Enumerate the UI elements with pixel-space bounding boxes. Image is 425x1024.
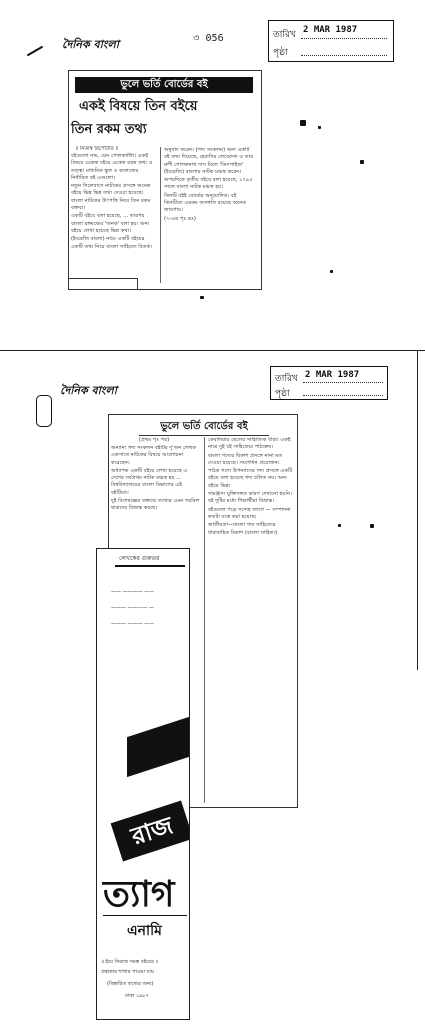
headline-line1: একই বিষয়ে তিন বইয়ে [79,99,198,114]
scan-speck [200,296,204,299]
masthead-bottom: দৈনিক বাংলা [60,384,117,397]
paragraph: (ইংরেজি বাংলা) নামে একটি বইয়ের একটি তথ্য নিয়ে বাংলা সাহিত্যে বিতর্ক। [71,236,152,250]
ad-box-rule [103,915,187,916]
page-label: পৃষ্ঠা [275,389,290,399]
column-separator [204,437,205,803]
torn-corner [69,278,138,290]
page-rule [303,395,383,396]
date-stamp-top [268,20,394,62]
date-label: তারিখ [273,30,296,40]
page-rule [301,55,387,56]
date-value: 2 MAR 1987 [303,25,358,35]
date-label: তারিখ [275,374,298,384]
paragraph: বইগুলো নাম, যেন গোলকধাঁধা। একই বিষয়ে একেক বইয়ে একেক রকম তথ্য ও তত্ত্ব। মাধ্যমিক স্কুল ও কলেজের নির্ধারিত বই এগুলো। [71,153,153,181]
date-rule [303,382,383,383]
paragraph: বইগুলো পড়ে সন্দেহ জাগে — সম্পাদনা কতটা যত্নে করা হয়েছে। [208,506,291,520]
scan-speck [338,524,341,527]
paragraph: একটি বইয়ে বলা হয়েছে, ... তারপর বাংলা রঙ্গমঞ্চের 'জনক' বলা হয়। অন্য বইয়ে লেখা হয়েছে ভিন্ন কথা। [71,213,150,234]
paragraph: (৭-এর পৃঃ দ্রঃ) [164,215,196,222]
paragraph: সামঞ্জস্য যুক্তিসঙ্গত কারণ দেখানো হয়নি। বই দুটির মধ্যে শিক্ষার্থীরা বিভ্রান্ত। [208,491,292,505]
paragraph: অপরদিকে তৃতীয় বইয়ে বলা হয়েছে, ১৭৯৫ সালে বাংলা নাটক মঞ্চস্থ হয়। [164,177,253,191]
page-label: পৃষ্ঠা [273,48,288,58]
ad-fine-print: —— ———— —— [111,589,155,595]
paragraph: অনুবাদ করেন। (গদ্য সংকলন) অন্য একটি বই তথ্য দিয়েছে, হেরাসিম লেবেদেফ ও তার রুশী গোলকনাথ দাস মিলে 'ডিসগাইজ' (ইংরেজি) বাংলায় নাটক মঞ্চস্থ করেন। [164,147,254,175]
ad-footer-line: ঢাকা ১৯৮৭ [125,993,149,999]
ad-footer-line: গ্রন্থাকার শাখায় পাওয়া যায় [101,969,154,975]
ad-strip-text: লেখকের গুরুতর [119,555,160,562]
scan-speck [318,126,321,129]
section-bar: ভুলে ভর্তি বোর্ডের বই [139,419,269,436]
clipping-two-column-right [208,437,294,803]
ad-footer-line: ॥ ইয়ে সিরাজ সমস্ত বইয়ের ॥ [101,959,159,965]
ad-fine-print: ——— ——— —— [111,621,155,627]
ad-footer-line: (বিস্তারিত তথ্যের জন্য) [107,981,154,987]
date-stamp-bottom [270,366,388,400]
paragraph: বাংলা গদ্যের বিকাশ প্রসঙ্গে নানা মত দেওয়া হয়েছে। সংশোধন প্রয়োজন। [208,452,283,466]
ad-top-rule [115,565,185,567]
headline-line2: তিন রকম তথ্য [71,122,147,137]
advertisement-block [96,548,190,1020]
ad-big-word: ত্যাগ [103,873,175,915]
paragraph: কেবলিয়ার ছেলের সাহিত্যিক ধারা। একই নামে দুই বই সাহিত্যের পাঠ্যক্রম। [208,437,291,451]
date-rule [301,38,387,39]
news-clipping-one [68,70,262,290]
page-number: ৩ 056 [193,33,224,44]
scan-speck [360,160,364,164]
ad-fine-print: ——— ———— — [111,605,155,611]
continued-note: (প্রথম পৃঃ পর) [139,437,170,443]
scan-speck [330,270,333,273]
ad-small-word: এনামি [127,923,162,939]
byline: ॥ নিজস্ব রিপোর্টার ॥ [75,146,119,152]
clip-mark [36,395,52,427]
paragraph: তিনটি বইই বোর্ডের অনুমোদিত। বই তিনটিতে এরকম অসঙ্গতি রয়েছে অনেক জায়গায়। [164,192,246,214]
ad-dark-word: রাজ [111,801,190,862]
paragraph: জাতীয়তা—বাংলা গদ্য সাহিত্যের ধারাবাহিক বিকাশ (বাংলা সাহিত্য) [208,522,278,536]
paragraph: অধ্যাপক একটি বইয়ে লেখা হয়েছে এ দেশের সর্বপ্রথম নাটক মঞ্চস্থ হয় ... বিশ্ববিদ্যালয়ের বাংলা বিভাগের এই বইটিতে। [111,467,188,496]
masthead-top: দৈনিক বাংলা [62,38,119,51]
scan-speck [300,120,306,126]
page-edge-top [0,350,425,351]
paragraph: দুই বিশেষজ্ঞের বক্তব্যে তথ্যের এমন গরমিল ছাত্রদের বিভ্রান্ত করছে। [111,498,200,512]
clipping-two-column-left [111,445,201,561]
paragraph: পাঠক গণ্যে উপন্যাসের গদ্য প্রসঙ্গে একটি বইয়ে বলা হয়েছে গদ্য চলিত নয়। অন্য বইয়ে ভিন্ন। [208,468,293,489]
paragraph: অন্যান্য গদ্য সংকলন বইটির দু'জন লেখক একসাথে নাটকের বিষয়ে আলোচনা করেছেন। [111,445,196,466]
ad-black-flap [127,717,189,777]
clipping-one-column-right [164,147,256,285]
column-separator [160,147,161,283]
paragraph: নতুন সিলেবাসে নাটকের প্রসঙ্গে অনেক বইয়ে ভিন্ন ভিন্ন তথ্য দেওয়া হয়েছে। বাংলা নাটকের উৎপত্তি নিয়ে তিন রকম বক্তব্য। [71,183,151,212]
date-value: 2 MAR 1987 [305,370,360,380]
section-bar: ভুলে ভর্তি বোর্ডের বই [75,77,253,93]
scan-speck [370,524,374,528]
clipping-one-column-left [71,153,157,283]
page-edge-right [417,350,418,670]
